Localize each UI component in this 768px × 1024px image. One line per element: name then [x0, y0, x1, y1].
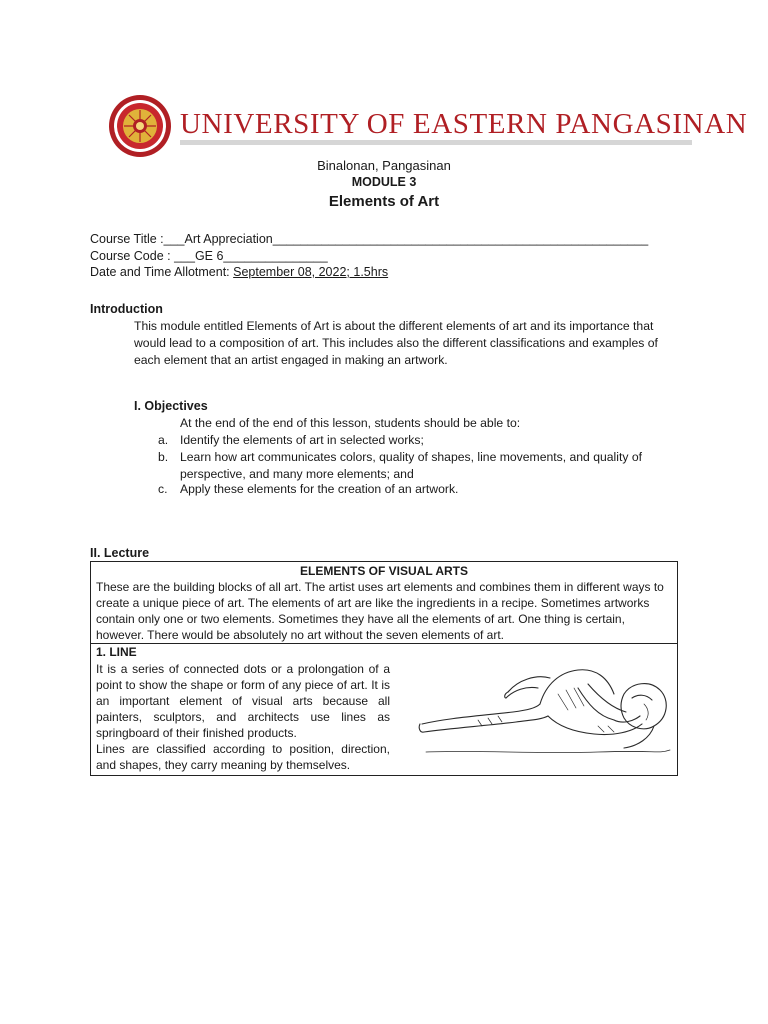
objective-item: Identify the elements of art in selected works; [180, 433, 424, 447]
course-code-row [90, 249, 328, 263]
lecture-heading: II. Lecture [90, 546, 150, 560]
university-name: UNIVERSITY OF EASTERN PANGASINAN [180, 108, 748, 140]
date-time-value: September 08, 2022; 1.5hrs [233, 265, 389, 279]
introduction-heading: Introduction [90, 302, 163, 316]
line-description [96, 661, 390, 773]
course-title-row [90, 232, 648, 246]
table-intro-text: These are the building blocks of all art. The artist uses art elements and combines them in different ways to create a unique piece of art. The elements of art are like the ingredients in a recipe. Sometimes artworks contain only one or two elements. Sometimes they have all the elements of art. One thing is certain, however. There would be absolutely no art without the seven elements of art. [96, 580, 664, 642]
module-number: MODULE 3 [351, 175, 417, 189]
line-text-2: Lines are classified according to position, direction, and shapes, they carry meaning by themselves. [96, 742, 390, 772]
page-title: Elements of Art [328, 193, 440, 210]
course-title-value: ___Art Appreciation______________________________________________________ [163, 232, 649, 246]
course-title-label: Course Title : [90, 232, 164, 246]
header-rule [180, 140, 692, 145]
objectives-lead: At the end of the end of this lesson, students should be able to: [180, 416, 521, 430]
table-divider [90, 643, 678, 644]
objective-item: Apply these elements for the creation of an artwork. [180, 482, 459, 496]
objective-marker: b. [158, 450, 169, 464]
course-code-label: Course Code : [90, 249, 171, 263]
university-seal-logo [108, 94, 172, 158]
line-heading: 1. LINE [96, 645, 137, 659]
date-time-row [90, 265, 388, 279]
line-drawing-figure-image [418, 654, 680, 766]
objective-item: Learn how art communicates colors, quality of shapes, line movements, and quality of perspective, and many more elements; and [180, 450, 643, 481]
objectives-heading: I. Objectives [134, 399, 208, 413]
date-time-label: Date and Time Allotment: [90, 265, 230, 279]
objective-marker: a. [158, 433, 169, 447]
introduction-text: This module entitled Elements of Art is about the different elements of art and its importance that would lead to a composition of art. This includes also the different classifications and examples of each element that an artist engaged in making an artwork. [134, 319, 658, 367]
objective-marker: c. [158, 482, 168, 496]
campus-location: Binalonan, Pangasinan [317, 158, 451, 173]
course-code-value: ___GE 6_______________ [174, 249, 328, 263]
line-text-1: It is a series of connected dots or a prolongation of a point to show the shape or form of any piece of art. It is an important element of visual arts because all painters, sculptors, and architects use lines as springboard of their finished products. [96, 662, 390, 740]
table-heading: ELEMENTS OF VISUAL ARTS [299, 564, 468, 578]
